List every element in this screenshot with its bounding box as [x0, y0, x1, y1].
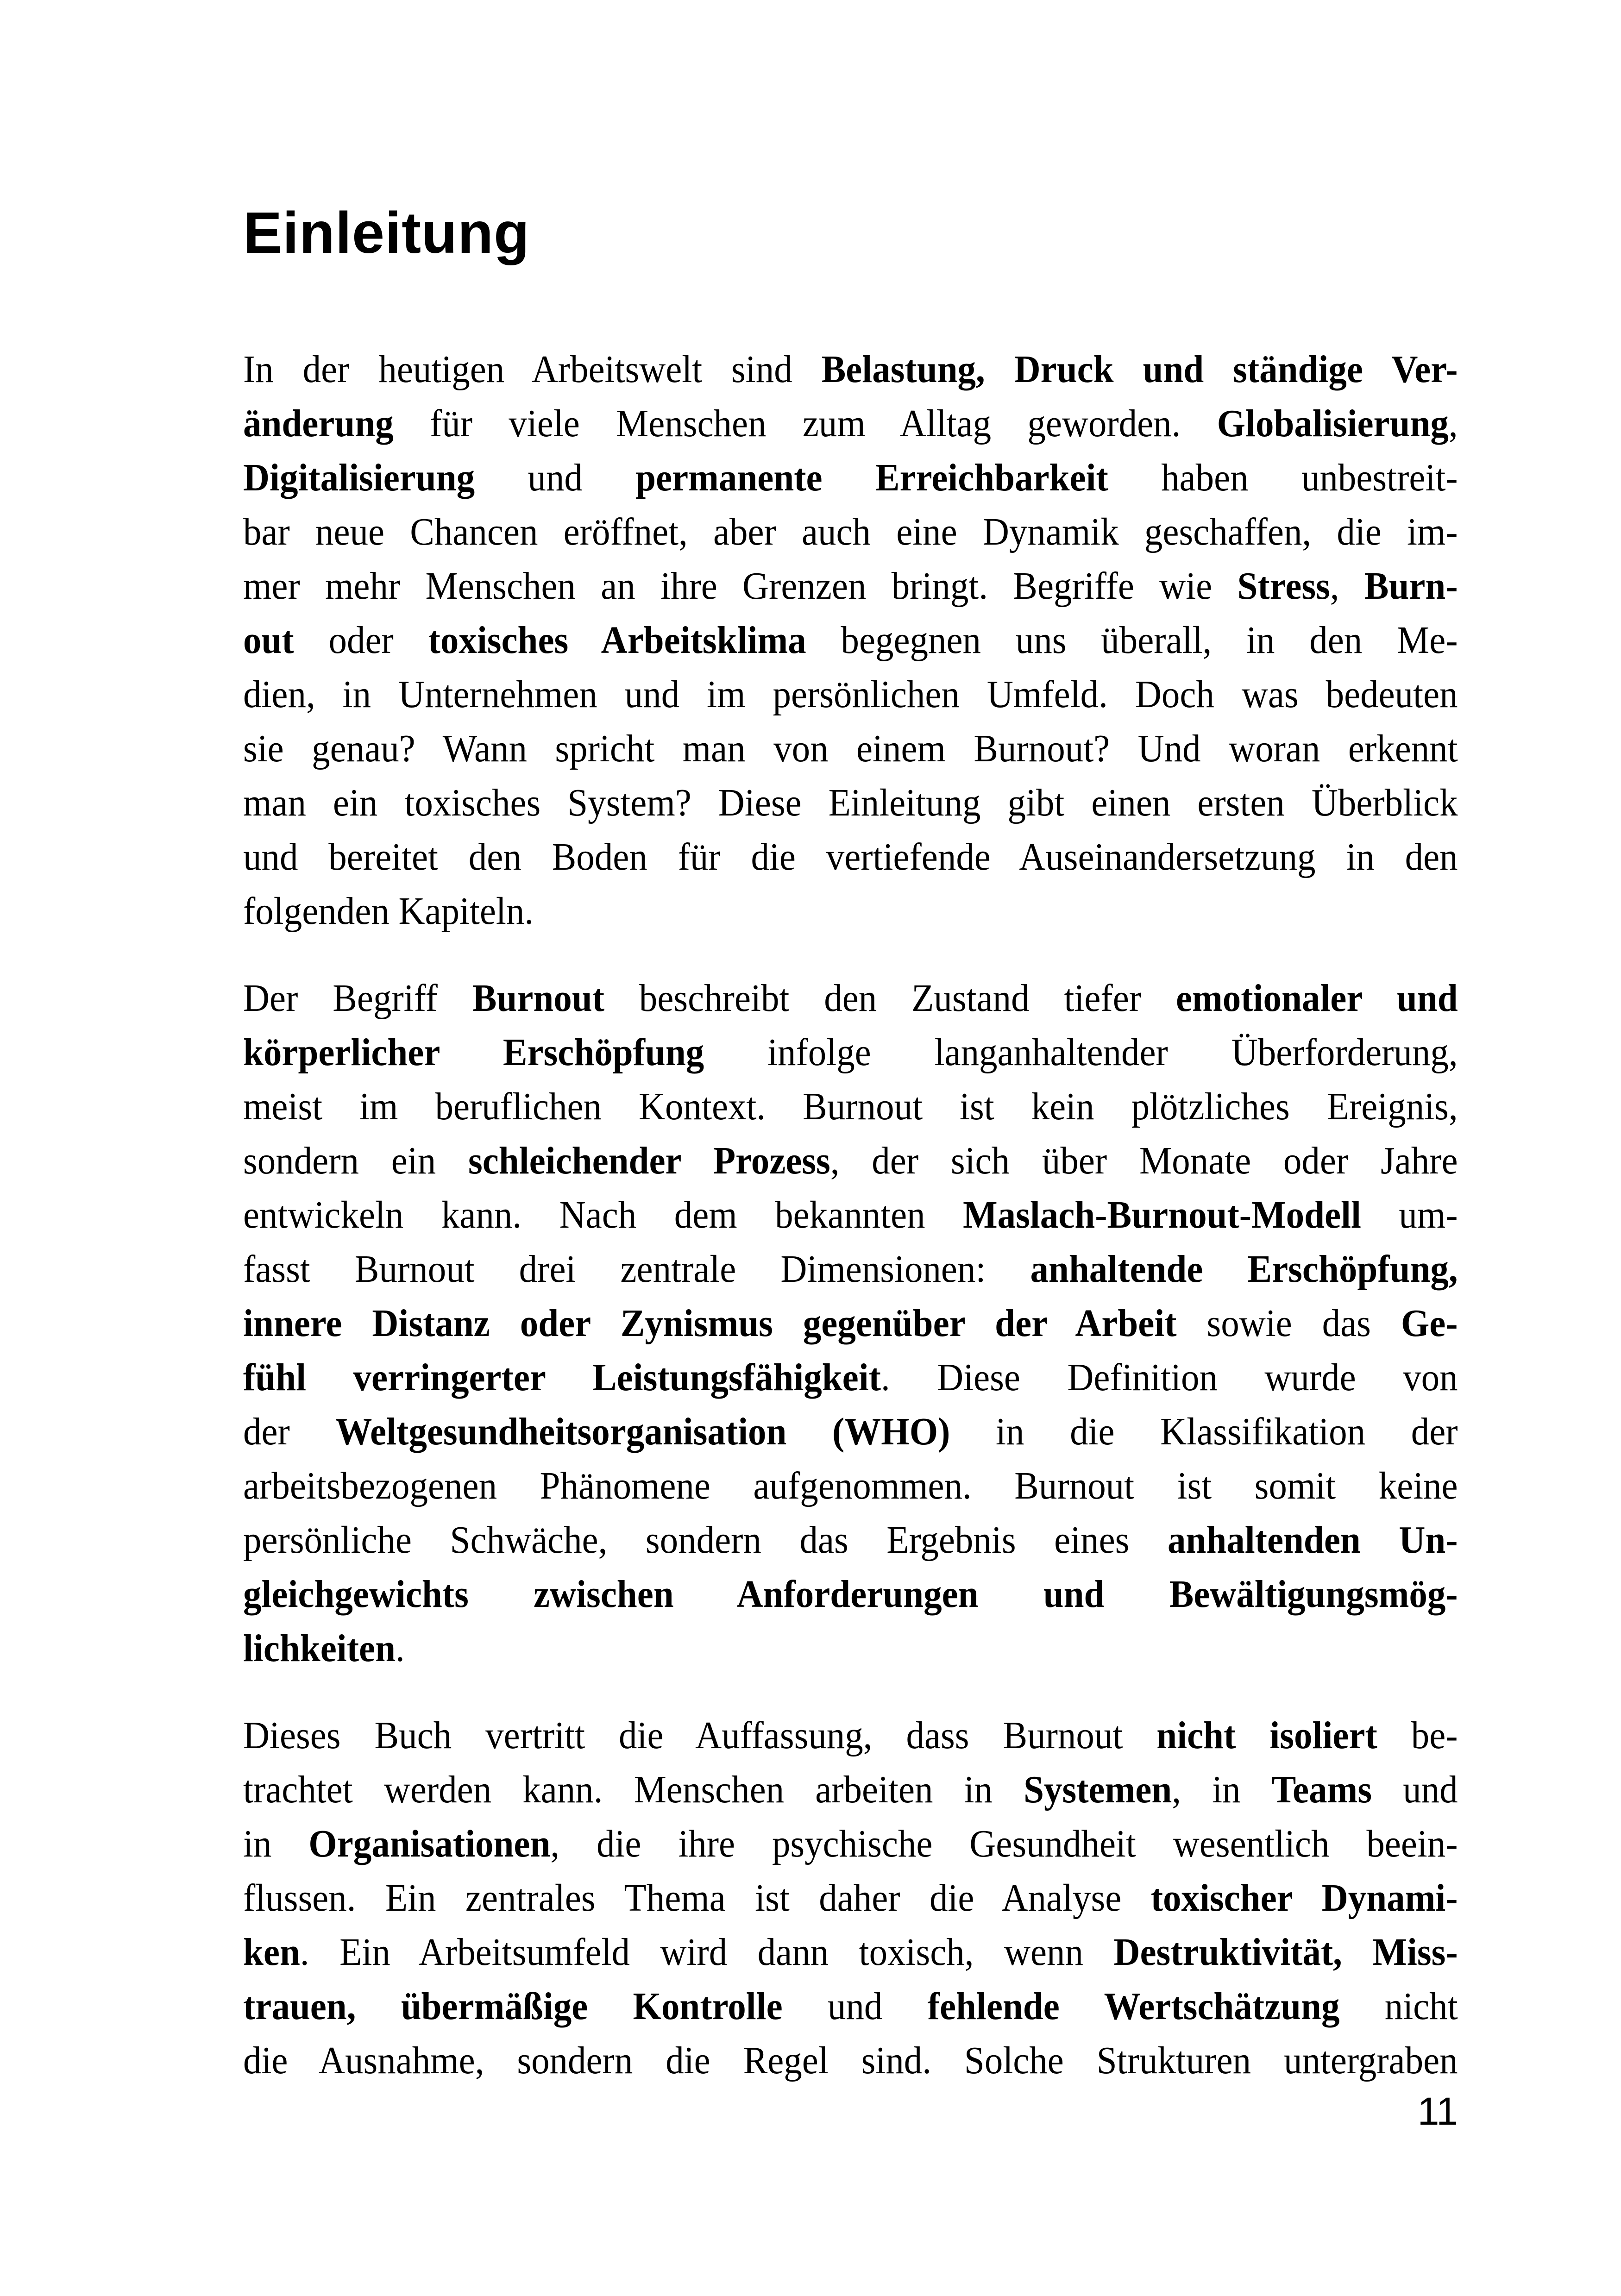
text-run: sondern ein [243, 1139, 469, 1182]
page-title: Einleitung [243, 200, 530, 265]
text-run: oder [294, 619, 428, 662]
text-line [243, 1296, 1458, 1350]
text-line [243, 559, 1458, 613]
text-run: lichkeiten [243, 1627, 396, 1670]
text-run: In der heutigen Arbeitswelt sind [243, 348, 822, 391]
text-line [243, 1079, 1458, 1134]
text-line [243, 1513, 1458, 1567]
text-line [243, 1567, 1458, 1621]
text-line [243, 971, 1458, 1025]
text-run: fühl verringerter Leistungsfähigkeit [243, 1356, 881, 1399]
paragraph [243, 342, 1458, 938]
text-run: haben unbestreit- [1108, 456, 1458, 499]
text-line [243, 1763, 1458, 1817]
page-number: 11 [1417, 2089, 1458, 2133]
text-run: flussen. Ein zentrales Thema ist daher die Analyse [243, 1876, 1151, 1920]
text-line [243, 776, 1458, 830]
text-run: arbeitsbezogenen Phänomene aufgenommen. Burnout ist somit keine [243, 1464, 1458, 1507]
text-run: um- [1361, 1193, 1458, 1236]
text-run: anhaltenden Un- [1167, 1518, 1458, 1562]
text-run: änderung [243, 402, 394, 445]
text-run: Dieses Buch vertritt die Auffassung, dass Burnout [243, 1714, 1157, 1757]
text-run: und bereitet den Boden für die vertiefende Auseinandersetzung in den [243, 835, 1458, 878]
text-line [243, 1134, 1458, 1188]
text-run: beschreibt den Zustand tiefer [604, 977, 1176, 1020]
text-line [243, 1025, 1458, 1079]
text-run: mer mehr Menschen an ihre Grenzen bringt. Begriffe wie [243, 565, 1238, 608]
text-run: out [243, 619, 294, 662]
text-run: sowie das [1176, 1302, 1401, 1345]
text-run: fehlende Wertschätzung [927, 1985, 1340, 2028]
text-run: Burnout [472, 977, 604, 1020]
text-line [243, 342, 1458, 396]
text-run: Weltgesundheitsorganisation (WHO) [335, 1410, 950, 1453]
text-line [243, 1242, 1458, 1296]
text-run: und [1372, 1768, 1458, 1811]
text-run: Organisationen [308, 1822, 551, 1865]
text-line [243, 1871, 1458, 1925]
text-line [243, 396, 1458, 451]
text-line [243, 1621, 1458, 1675]
text-line [243, 884, 1458, 938]
text-run: fasst Burnout drei zentrale Dimensionen: [243, 1248, 1030, 1291]
text-run: be- [1377, 1714, 1458, 1757]
text-run: man ein toxisches System? Diese Einleitung gibt einen ersten Überblick [243, 781, 1458, 824]
text-run: ken [243, 1931, 300, 1974]
text-run: in die Klassifikation der [950, 1410, 1458, 1453]
text-run: Der Begriff [243, 977, 472, 1020]
text-run: in [243, 1822, 309, 1865]
text-run: Maslach-Burnout-Modell [963, 1193, 1361, 1236]
body-text [243, 342, 1458, 2120]
text-line [243, 1708, 1458, 1763]
text-run: meist im beruflichen Kontext. Burnout ist kein plötzliches Ereignis, [243, 1085, 1458, 1128]
text-run: Belastung, Druck und ständige Ver- [821, 348, 1458, 391]
text-run: Destruktivität, Miss- [1113, 1931, 1458, 1974]
text-run: toxischer Dynami- [1150, 1876, 1458, 1920]
text-line [243, 1979, 1458, 2033]
text-run: folgenden Kapiteln. [243, 890, 534, 933]
text-line [243, 721, 1458, 776]
text-run: Globalisierung [1217, 402, 1449, 445]
text-run: Teams [1271, 1768, 1372, 1811]
text-run: nicht isoliert [1156, 1714, 1377, 1757]
text-run: , [1448, 402, 1458, 445]
text-run: nicht [1339, 1985, 1458, 2028]
text-run: und [782, 1985, 928, 2028]
text-run: Burn- [1364, 565, 1458, 608]
text-line [243, 1817, 1458, 1871]
text-run: entwickeln kann. Nach dem bekannten [243, 1193, 963, 1236]
text-run: schleichender Prozess [468, 1139, 830, 1182]
text-line [243, 1188, 1458, 1242]
text-run: . [396, 1627, 405, 1670]
text-run: sie genau? Wann spricht man von einem Burnout? Und woran erkennt [243, 727, 1458, 770]
text-run: emotionaler und [1175, 977, 1458, 1020]
text-line [243, 1405, 1458, 1459]
text-run: , in [1172, 1768, 1272, 1811]
text-run: für viele Menschen zum Alltag geworden. [393, 402, 1217, 445]
text-run: , der sich über Monate oder Jahre [830, 1139, 1458, 1182]
text-run: Ge- [1401, 1302, 1458, 1345]
text-run: infolge langanhaltender Überforderung, [704, 1031, 1458, 1074]
text-line [243, 2033, 1458, 2088]
text-line [243, 505, 1458, 559]
text-run: und [475, 456, 636, 499]
text-run: , [1330, 565, 1364, 608]
text-run: permanente Erreichbarkeit [635, 456, 1108, 499]
text-run: persönliche Schwäche, sondern das Ergebnis eines [243, 1518, 1168, 1562]
text-line [243, 1350, 1458, 1405]
text-run: anhaltende Erschöpfung, [1030, 1248, 1458, 1291]
text-run: , die ihre psychische Gesundheit wesentlich beein- [550, 1822, 1458, 1865]
text-run: Digitalisierung [243, 456, 475, 499]
text-line [243, 830, 1458, 884]
text-run: der [243, 1410, 336, 1453]
text-run: gleichgewichts zwischen Anforderungen und Bewältigungsmög- [243, 1573, 1458, 1616]
paragraph [243, 1708, 1458, 2088]
text-line [243, 667, 1458, 721]
text-line [243, 1925, 1458, 1979]
text-line [243, 613, 1458, 667]
text-run: trachtet werden kann. Menschen arbeiten in [243, 1768, 1024, 1811]
text-run: toxisches Arbeitsklima [428, 619, 806, 662]
text-run: . Diese Definition wurde von [880, 1356, 1458, 1399]
text-run: Systemen [1024, 1768, 1172, 1811]
text-run: . Ein Arbeitsumfeld wird dann toxisch, wenn [300, 1931, 1114, 1974]
paragraph [243, 971, 1458, 1675]
text-run: körperlicher Erschöpfung [243, 1031, 704, 1074]
text-line [243, 451, 1458, 505]
text-line [243, 1459, 1458, 1513]
text-run: innere Distanz oder Zynismus gegenüber der Arbeit [243, 1302, 1177, 1345]
text-run: bar neue Chancen eröffnet, aber auch eine Dynamik geschaffen, die im- [243, 510, 1458, 553]
text-run: Stress [1237, 565, 1330, 608]
text-run: dien, in Unternehmen und im persönlichen Umfeld. Doch was bedeuten [243, 673, 1458, 716]
text-run: begegnen uns überall, in den Me- [806, 619, 1458, 662]
text-run: die Ausnahme, sondern die Regel sind. Solche Strukturen untergraben [243, 2039, 1458, 2082]
text-run: trauen, übermäßige Kontrolle [243, 1985, 783, 2028]
